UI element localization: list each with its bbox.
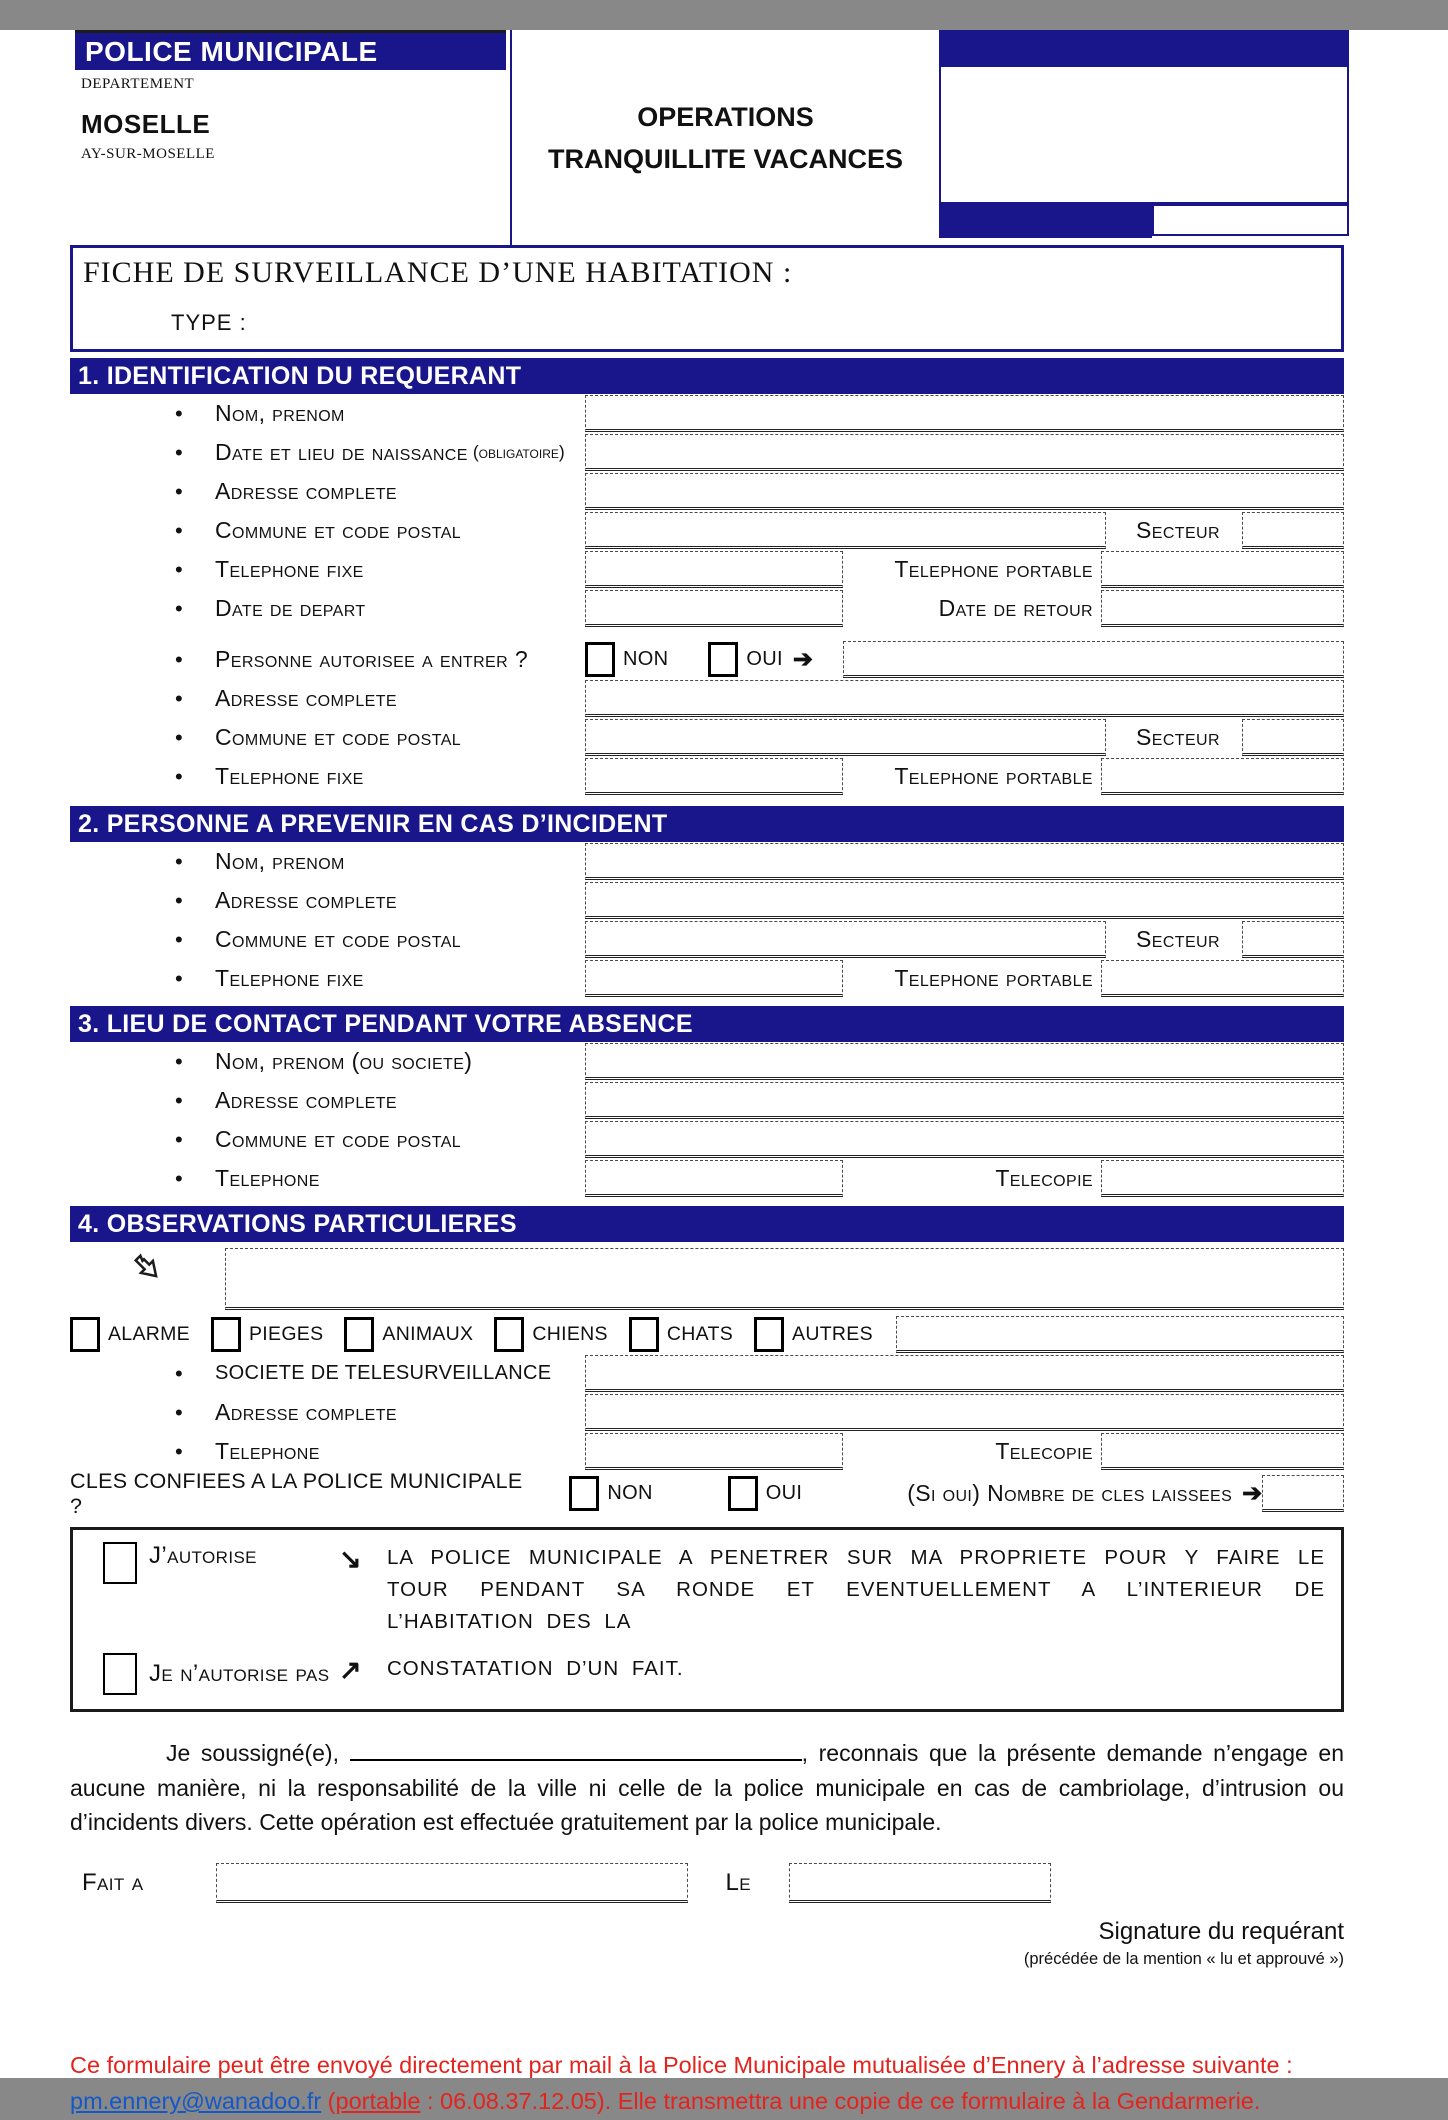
alarme-label: ALARME xyxy=(108,1322,190,1345)
adresse-label: Adresse complete xyxy=(215,685,397,711)
commune-label: Commune et code postal xyxy=(215,1126,462,1152)
row-telesurveillance xyxy=(70,1354,1344,1393)
s3-commune-input[interactable] xyxy=(585,1121,1344,1158)
s4-adresse-input[interactable] xyxy=(585,1394,1344,1431)
signature-mention: (précédée de la mention « lu et approuvé ») xyxy=(1023,1949,1344,1968)
adresse-label: Adresse complete xyxy=(215,1087,397,1113)
s2-adresse-input[interactable] xyxy=(585,882,1344,919)
row-s3-commune xyxy=(70,1120,1344,1159)
police-municipale-banner xyxy=(75,30,506,70)
s3-telephone-input[interactable] xyxy=(585,1160,843,1197)
authorization-box xyxy=(70,1527,1344,1712)
personne-autorisee-input[interactable] xyxy=(843,641,1344,678)
date-depart-input[interactable] xyxy=(585,590,843,627)
cles-non-checkbox[interactable] xyxy=(569,1476,599,1511)
commune-label: Commune et code postal xyxy=(215,926,462,952)
naissance-label: Date et lieu de naissance xyxy=(215,439,468,465)
tel-portable2-input[interactable] xyxy=(1101,758,1344,795)
non-label: NON xyxy=(607,1482,653,1504)
s4-telecopie-input[interactable] xyxy=(1101,1433,1344,1470)
si-oui-label: (Si oui) Nombre de cles laissees xyxy=(907,1480,1233,1506)
bullet-icon: • xyxy=(175,1048,183,1074)
chiens-label: CHIENS xyxy=(532,1322,608,1345)
section1-title: 1. IDENTIFICATION DU REQUERANT xyxy=(78,361,522,390)
oui-label: OUI xyxy=(746,648,783,670)
row-personne-autorisee xyxy=(70,640,1344,679)
row-commune2 xyxy=(70,718,1344,757)
personne-autorisee-label: Personne autorisee a entrer ? xyxy=(215,646,529,672)
row-naissance xyxy=(70,433,1344,472)
closing-intro: Je soussigné(e), xyxy=(166,1740,350,1767)
autres-input[interactable] xyxy=(896,1316,1344,1353)
animaux-label: ANIMAUX xyxy=(382,1322,474,1345)
autres-label: AUTRES xyxy=(792,1322,873,1345)
arrow-ne-icon: ↗ xyxy=(339,1655,362,1686)
alarme-checkbox[interactable] xyxy=(70,1317,100,1352)
row-s3-adresse xyxy=(70,1081,1344,1120)
le-label: Le xyxy=(725,1868,752,1896)
commune-label: Commune et code postal xyxy=(215,517,462,543)
oui-label: OUI xyxy=(765,1482,803,1504)
cles-row xyxy=(70,1468,1344,1518)
tel-fixe-label: Telephone fixe xyxy=(215,556,364,582)
section3-title: 3. LIEU DE CONTACT PENDANT VOTRE ABSENCE xyxy=(78,1009,693,1038)
s3-nom-input[interactable] xyxy=(585,1043,1344,1080)
date-depart-label: Date de depart xyxy=(215,595,366,621)
chats-checkbox[interactable] xyxy=(629,1317,659,1352)
personne-oui-checkbox[interactable] xyxy=(708,642,738,677)
footer-note-sep: ( xyxy=(321,2088,336,2115)
adresse-label: Adresse complete xyxy=(215,1399,397,1425)
authorization-text: LA POLICE MUNICIPALE A PENETRER SUR MA PROPRIETE POUR Y FAIRE LE TOUR PENDANT SA RONDE ET EVENTUELLEMENT A L’INTERIEUR DE L’HABITATION DES LA xyxy=(387,1546,1325,1633)
tel-fixe2-input[interactable] xyxy=(585,758,843,795)
s4-telephone-input[interactable] xyxy=(585,1433,843,1470)
cles-arrow-icon: ➔ xyxy=(1242,1480,1263,1507)
not-authorize-checkbox[interactable] xyxy=(103,1653,137,1695)
row-s2-commune xyxy=(70,920,1344,959)
row-telfixe1 xyxy=(70,550,1344,589)
chiens-checkbox[interactable] xyxy=(494,1317,524,1352)
row-s2-nom xyxy=(70,842,1344,881)
authorize-group xyxy=(87,1542,339,1637)
section4-bar xyxy=(70,1206,1344,1242)
tel-fixe-label: Telephone fixe xyxy=(215,965,364,991)
adresse-label: Adresse complete xyxy=(215,478,397,504)
hazards-checkbox-row xyxy=(70,1314,1344,1354)
s2-secteur-input[interactable] xyxy=(1242,921,1344,958)
footer-note-line2 xyxy=(70,2083,1344,2119)
secteur-label: Secteur xyxy=(1136,724,1220,750)
bullet-icon: • xyxy=(175,556,183,582)
form-title: FICHE DE SURVEILLANCE D’UNE HABITATION : xyxy=(83,256,793,289)
nombre-cles-input[interactable] xyxy=(1262,1475,1344,1512)
chiens-group xyxy=(494,1317,607,1352)
oui-arrow-icon: ➔ xyxy=(792,646,813,673)
authorize-label: J’autorise xyxy=(149,1542,257,1569)
header-right-navy-block xyxy=(939,204,1152,238)
commune-label: Commune et code postal xyxy=(215,724,462,750)
le-input[interactable] xyxy=(789,1863,1051,1903)
row-s3-tel xyxy=(70,1159,1344,1198)
footer-note xyxy=(70,2047,1344,2120)
adresse-input[interactable] xyxy=(585,473,1344,510)
secteur-input[interactable] xyxy=(1242,512,1344,549)
bullet-icon: • xyxy=(175,400,183,426)
commune2-input[interactable] xyxy=(585,719,1106,756)
animaux-checkbox[interactable] xyxy=(344,1317,374,1352)
region-label: MOSELLE xyxy=(81,109,211,139)
bullet-icon: • xyxy=(175,478,183,504)
personne-non-checkbox[interactable] xyxy=(585,642,615,677)
tel-portable-label: Telephone portable xyxy=(894,763,1093,789)
tel-portable-input[interactable] xyxy=(1101,551,1344,588)
telephone-label: Telephone xyxy=(215,1438,320,1464)
portable-label: portable xyxy=(335,2088,421,2115)
alarme-group xyxy=(70,1317,190,1352)
header-right-bottom xyxy=(939,204,1349,238)
section1-bar xyxy=(70,358,1344,394)
non-label: NON xyxy=(623,648,669,670)
tel-fixe-input[interactable] xyxy=(585,551,843,588)
type-label: TYPE : xyxy=(171,310,247,335)
bullet-icon: • xyxy=(175,517,183,543)
autres-group xyxy=(754,1317,873,1352)
adresse-label: Adresse complete xyxy=(215,887,397,913)
telesurveillance-input[interactable] xyxy=(585,1355,1344,1392)
form-page xyxy=(0,30,1448,2115)
closing-rest: , reconnais que la présente demande n’engage en aucune manière, ni la responsabilité de la ville ni celle de la police municipale en cas de cambriolage, d’intrusion ou d’incidents divers. Cette opération est effectuée gratuitement par la police municipale. xyxy=(70,1740,1344,1836)
cles-oui-checkbox[interactable] xyxy=(728,1476,758,1511)
nom-input[interactable] xyxy=(585,395,1344,432)
tel-portable-label: Telephone portable xyxy=(894,556,1093,582)
departement-label: DEPARTEMENT xyxy=(81,76,195,92)
row-adresse1 xyxy=(70,472,1344,511)
row-s2-tel xyxy=(70,959,1344,998)
section2-title: 2. PERSONNE A PREVENIR EN CAS D’INCIDENT xyxy=(78,809,668,838)
s3-telecopie-input[interactable] xyxy=(1101,1160,1344,1197)
societe-telesurveillance-label: SOCIETE DE TELESURVEILLANCE xyxy=(215,1362,552,1384)
row-s2-adresse xyxy=(70,881,1344,920)
signatory-name-blank[interactable] xyxy=(350,1741,802,1761)
bullet-icon: • xyxy=(175,724,183,750)
authorization-text2: CONSTATATION D’UN FAIT. xyxy=(387,1657,684,1681)
fait-a-label: Fait a xyxy=(82,1868,144,1896)
email-link[interactable]: pm.ennery@wanadoo.fr xyxy=(70,2088,322,2115)
bullet-icon: • xyxy=(175,595,183,621)
city-label: AY-SUR-MOSELLE xyxy=(81,146,215,162)
s2-tel-fixe-input[interactable] xyxy=(585,960,843,997)
authorize-checkbox[interactable] xyxy=(103,1542,137,1584)
operation-title-line1: OPERATIONS xyxy=(637,102,814,132)
secteur-label: Secteur xyxy=(1136,517,1220,543)
bullet-icon: • xyxy=(175,1087,183,1113)
bullet-icon: • xyxy=(175,1165,183,1191)
s2-nom-input[interactable] xyxy=(585,843,1344,880)
signature-block xyxy=(70,1918,1344,1969)
bullet-icon: • xyxy=(175,1399,183,1425)
row-commune1 xyxy=(70,511,1344,550)
operation-title xyxy=(512,30,939,245)
commune-input[interactable] xyxy=(585,512,1106,549)
cursor-arrow-icon xyxy=(70,1248,225,1310)
bullet-icon: • xyxy=(175,439,183,465)
bullet-icon: • xyxy=(175,1360,183,1386)
bullet-icon: • xyxy=(175,848,183,874)
secteur-label: Secteur xyxy=(1136,926,1220,952)
chats-group xyxy=(629,1317,733,1352)
form-title-box xyxy=(70,245,1344,352)
row-telfixe2 xyxy=(70,757,1344,796)
row-adresse2 xyxy=(70,679,1344,718)
s2-commune-input[interactable] xyxy=(585,921,1106,958)
pieges-checkbox[interactable] xyxy=(211,1317,241,1352)
bullet-icon: • xyxy=(175,965,183,991)
telecopie-label: Telecopie xyxy=(995,1165,1093,1191)
bullet-icon: • xyxy=(175,926,183,952)
observations-input[interactable] xyxy=(225,1248,1344,1310)
pieges-group xyxy=(211,1317,323,1352)
tel-portable-label: Telephone portable xyxy=(894,965,1093,991)
header-right-small-box xyxy=(1152,204,1349,236)
bullet-icon: • xyxy=(175,1126,183,1152)
nom-label: Nom, prenom xyxy=(215,848,345,874)
footer-note-rest: : 06.08.37.12.05). Elle transmettra une copie de ce formulaire à la Gendarmerie. xyxy=(420,2088,1261,2115)
fait-a-input[interactable] xyxy=(216,1863,688,1903)
autres-checkbox[interactable] xyxy=(754,1317,784,1352)
header-right-navy-bar xyxy=(939,30,1349,67)
tel-fixe-label: Telephone fixe xyxy=(215,763,364,789)
nom-societe-label: Nom, prenom (ou societe) xyxy=(215,1048,473,1074)
telephone-label: Telephone xyxy=(215,1165,320,1191)
bullet-icon: • xyxy=(175,685,183,711)
row-s4-adresse xyxy=(70,1393,1344,1432)
bullet-icon: • xyxy=(175,763,183,789)
not-authorize-label: Je n’autorise pas xyxy=(149,1660,330,1688)
pieges-label: PIEGES xyxy=(249,1322,324,1345)
header xyxy=(70,30,1344,245)
police-municipale-title: POLICE MUNICIPALE xyxy=(85,35,378,67)
naissance-note: (obligatoire) xyxy=(472,442,565,462)
nom-label: Nom, prenom xyxy=(215,400,345,426)
header-left xyxy=(75,30,512,245)
cles-question-label: CLES CONFIEES A LA POLICE MUNICIPALE ? xyxy=(70,1468,523,1518)
signature-label: Signature du requérant xyxy=(1098,1917,1344,1945)
date-retour-input[interactable] xyxy=(1101,590,1344,627)
section4-title: 4. OBSERVATIONS PARTICULIERES xyxy=(78,1209,517,1238)
row-nom xyxy=(70,394,1344,433)
observations-row xyxy=(70,1248,1344,1310)
telecopie-label: Telecopie xyxy=(995,1438,1093,1464)
section3-bar xyxy=(70,1006,1344,1042)
arrow-se-icon: ↘ xyxy=(339,1544,362,1574)
row-s4-tel xyxy=(70,1432,1344,1471)
date-retour-label: Date de retour xyxy=(938,595,1093,621)
adresse2-input[interactable] xyxy=(585,680,1344,717)
secteur2-input[interactable] xyxy=(1242,719,1344,756)
bullet-icon: • xyxy=(175,1438,183,1464)
bullet-icon: • xyxy=(175,646,183,672)
animaux-group xyxy=(344,1317,473,1352)
not-authorize-group xyxy=(87,1653,339,1695)
naissance-input[interactable] xyxy=(585,434,1344,471)
header-right xyxy=(939,30,1349,245)
s2-tel-portable-input[interactable] xyxy=(1101,960,1344,997)
section2-bar xyxy=(70,806,1344,842)
footer-note-line1: Ce formulaire peut être envoyé directement par mail à la Police Municipale mutualisée d’Ennery à l’adresse suivante : xyxy=(70,2051,1293,2078)
row-s3-nom xyxy=(70,1042,1344,1081)
bullet-icon: • xyxy=(175,887,183,913)
closing-paragraph xyxy=(70,1736,1344,1840)
operation-title-line2: TRANQUILLITE VACANCES xyxy=(548,144,903,174)
s3-adresse-input[interactable] xyxy=(585,1082,1344,1119)
row-dates xyxy=(70,589,1344,628)
fait-le-row xyxy=(70,1862,1344,1904)
chats-label: CHATS xyxy=(666,1322,734,1345)
header-right-empty-box xyxy=(939,67,1349,204)
